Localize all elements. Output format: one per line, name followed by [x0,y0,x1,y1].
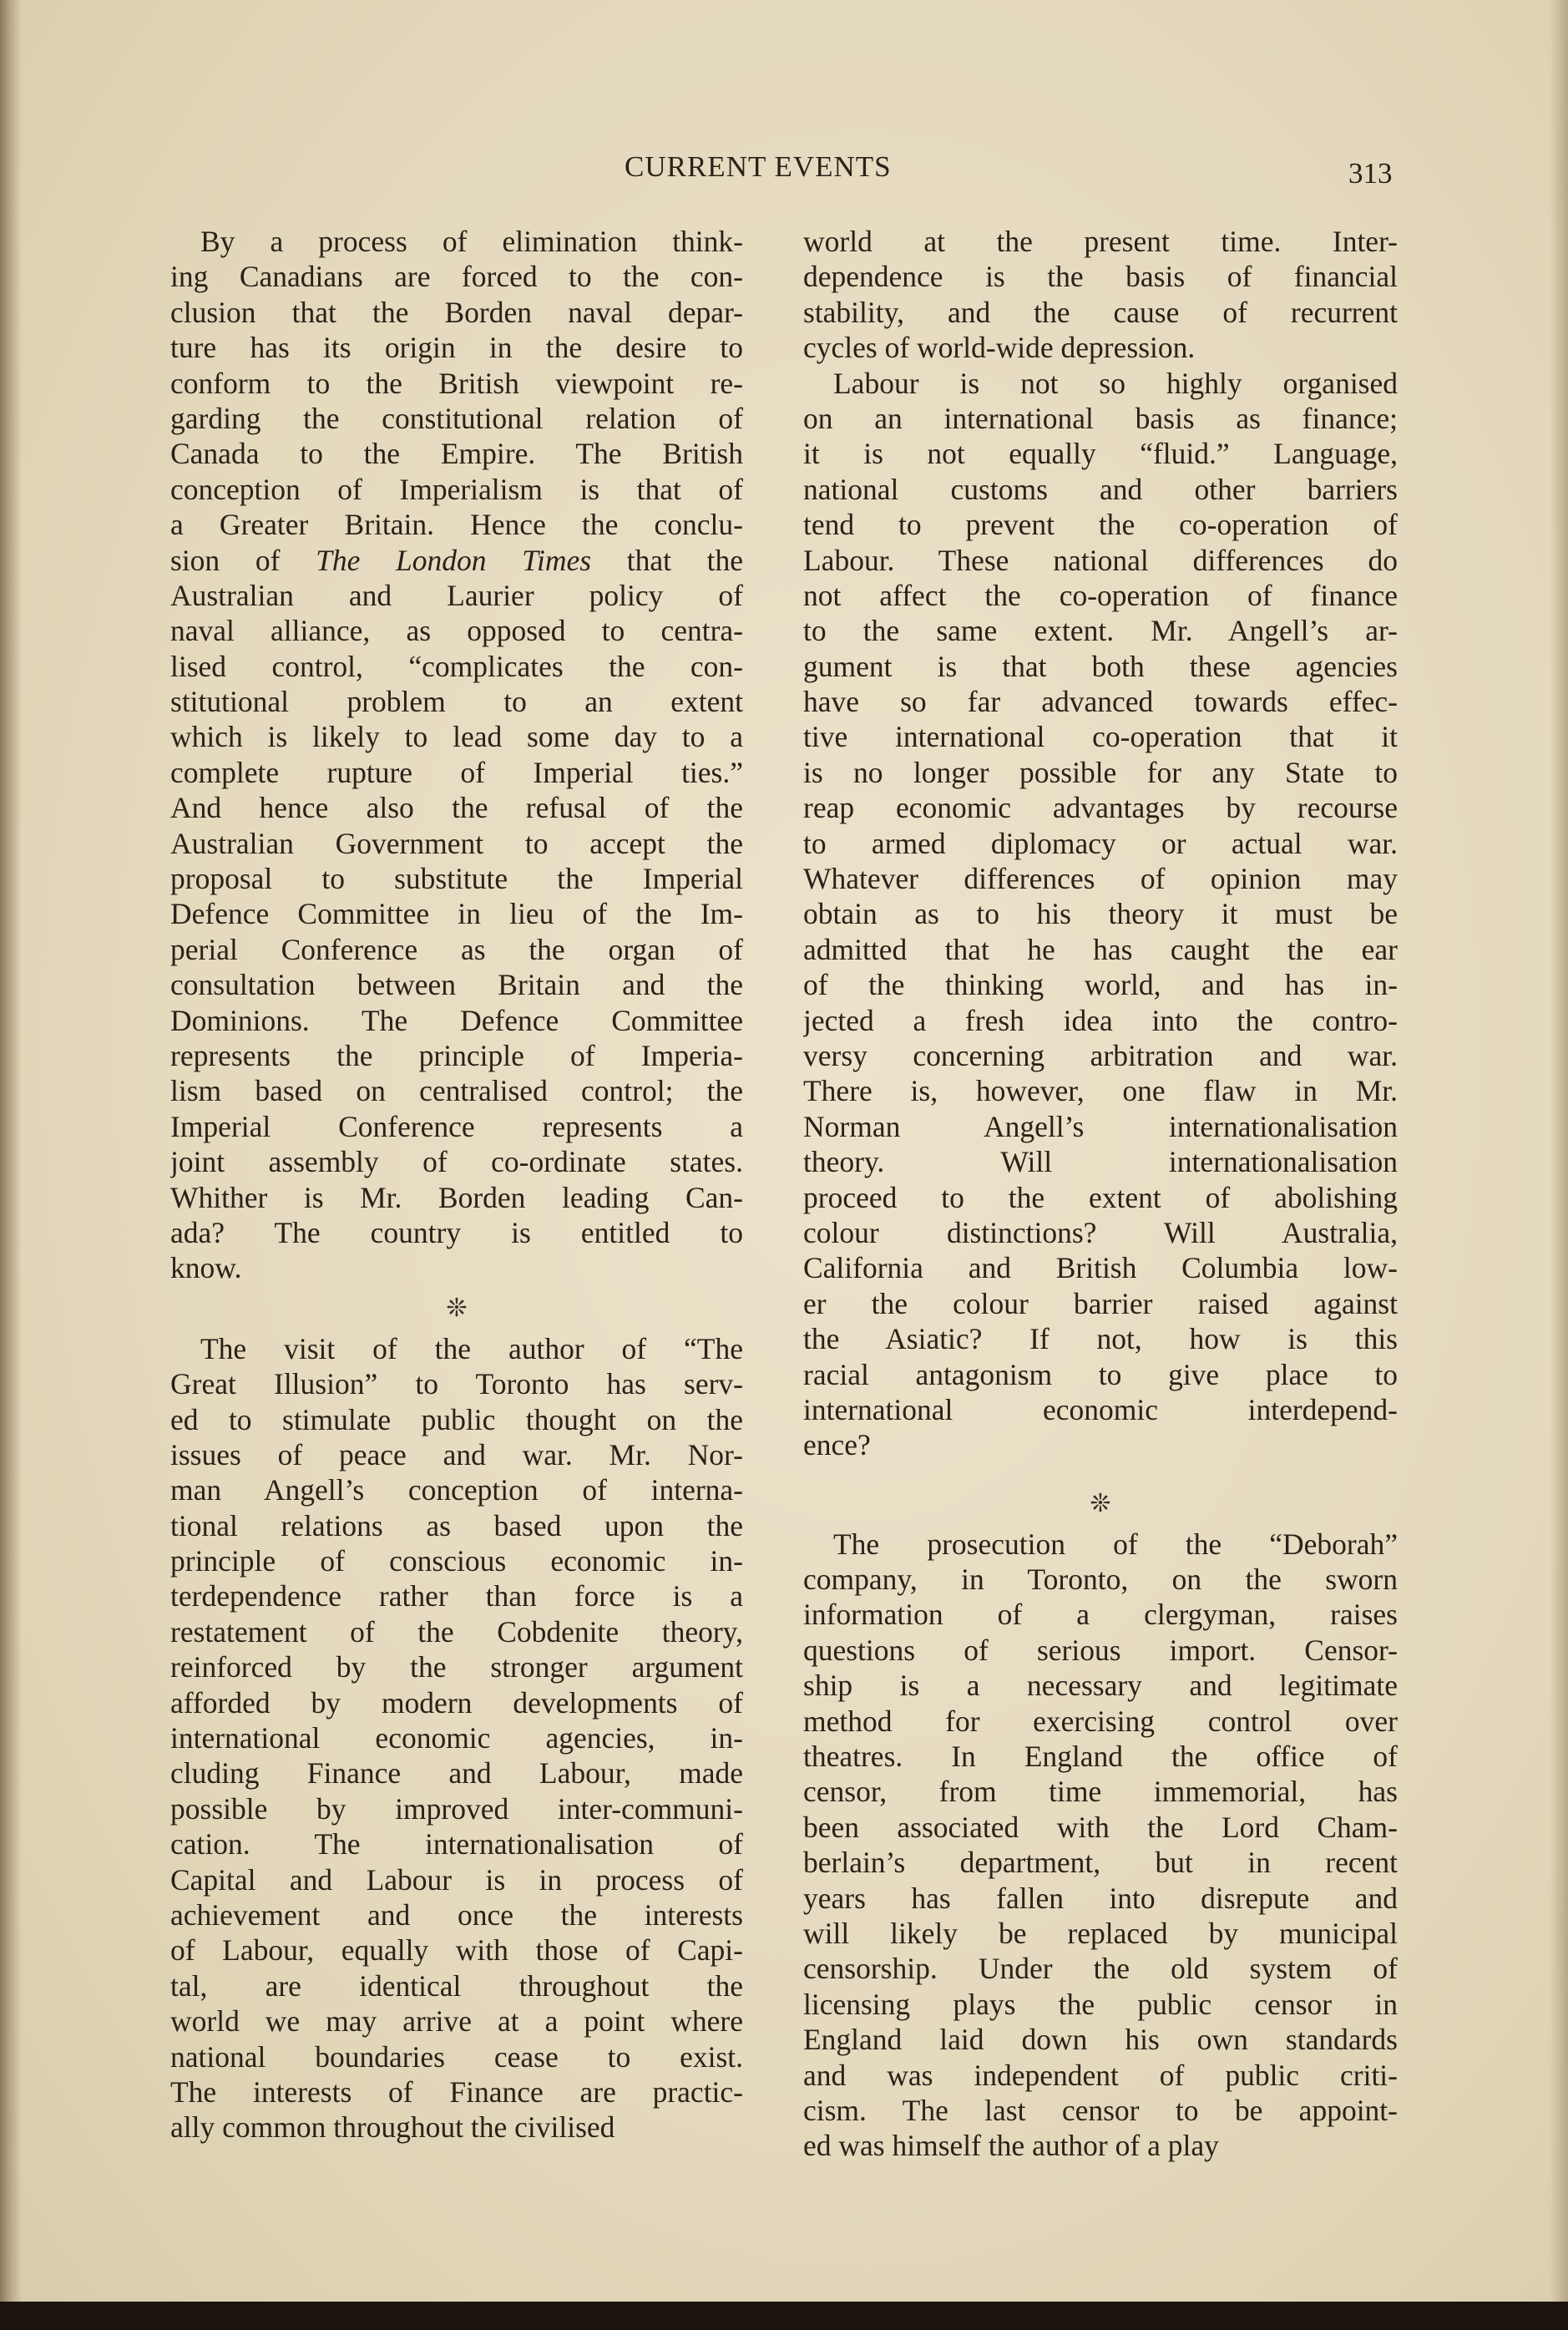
text-line: tal, are identical throughout the [170,1968,743,2003]
text-line: joint assembly of co-ordinate states. [170,1145,743,1179]
text-line: a Greater Britain. Hence the conclu- [170,508,743,542]
paragraph-labour-organised [803,366,1398,1463]
text-line: tend to prevent the co-operation of [803,508,1398,542]
text-line: racial antagonism to give place to [803,1357,1398,1391]
text-line: naval alliance, as opposed to centra- [170,614,743,648]
text-line: Norman Angell’s internationalisation [803,1109,1398,1143]
text-line: colour distinctions? Will Australia, [803,1215,1398,1249]
text-line: dependence is the basis of financial [803,260,1398,294]
text-line: theory. Will internationalisation [803,1145,1398,1179]
text-line: admitted that he has caught the ear [803,932,1398,966]
text-line: Imperial Conference represents a [170,1109,743,1143]
text-line: possible by improved inter-communi- [170,1791,743,1826]
text-line: been associated with the Lord Cham- [803,1810,1398,1844]
paragraph-great-illusion [170,1331,743,2145]
text-line: sion of The London Times that the [170,543,743,577]
text-line: to armed diplomacy or actual war. [803,826,1398,860]
text-line: The interests of Finance are practic- [170,2074,743,2109]
text-line: gument is that both these agencies [803,649,1398,683]
text-line: cism. The last censor to be appoint- [803,2093,1398,2127]
section-ornament: ❊ [1090,1489,1111,1517]
text-line: versy concerning arbitration and war. [803,1038,1398,1072]
text-line: consultation between Britain and the [170,968,743,1002]
text-line: lised control, “complicates the con- [170,649,743,683]
paragraph-deborah-prosecution [803,1527,1398,2164]
text-line: national boundaries cease to exist. [170,2039,743,2074]
text-line: California and British Columbia low- [803,1251,1398,1285]
text-line: clusion that the Borden naval depar- [170,295,743,329]
text-line: conception of Imperialism is that of [170,472,743,506]
text-line: afforded by modern developments of [170,1685,743,1720]
text-line: world we may arrive at a point where [170,2004,743,2039]
text-line: stitutional problem to an extent [170,685,743,719]
text-line: is no longer possible for any State to [803,755,1398,789]
text-line: stability, and the cause of recurrent [803,295,1398,329]
paragraph-borden-naval [170,224,743,1286]
text-line: tive international co-operation that it [803,720,1398,754]
italic-title: The London Times [316,543,592,577]
text-line: ed to stimulate public thought on the [170,1402,743,1436]
section-ornament: ❊ [446,1294,468,1322]
text-line: achievement and once the interests [170,1897,743,1932]
text-line: obtain as to his theory it must be [803,897,1398,931]
text-line: Australian and Laurier policy of [170,578,743,612]
text-line: and was independent of public criti- [803,2058,1398,2092]
text-line: man Angell’s conception of interna- [170,1473,743,1507]
text-line: Canada to the Empire. The British [170,437,743,471]
page-header [0,150,1568,192]
right-column [803,224,1398,2164]
text-line: cation. The internationalisation of [170,1827,743,1861]
text-line: cluding Finance and Labour, made [170,1756,743,1791]
text-line: The prosecution of the “Deborah” [833,1527,1398,1561]
text-line: issues of peace and war. Mr. Nor- [170,1437,743,1471]
text-line: reap economic advantages by recourse [803,791,1398,825]
text-line: complete rupture of Imperial ties.” [170,755,743,789]
text-line: censorship. Under the old system of [803,1952,1398,1986]
text-line: restatement of the Cobdenite theory, [170,1614,743,1649]
text-line: information of a clergyman, raises [803,1598,1398,1632]
text-line: Capital and Labour is in process of [170,1862,743,1897]
text-line: Defence Committee in lieu of the Im- [170,897,743,931]
text-line: ence? [803,1428,871,1462]
text-line: And hence also the refusal of the [170,791,743,825]
text-line: which is likely to lead some day to a [170,720,743,754]
text-line: conform to the British viewpoint re- [170,366,743,400]
text-line: There is, however, one flaw in Mr. [803,1074,1398,1108]
running-head: CURRENT EVENTS [625,150,892,183]
text-line: years has fallen into disrepute and [803,1881,1398,1915]
text-line: method for exercising control over [803,1704,1398,1738]
paragraph-great-illusion-continued [803,224,1398,366]
text-line: ture has its origin in the desire to [170,331,743,365]
text-line: represents the principle of Imperia- [170,1038,743,1072]
text-line: ally common throughout the civilised [170,2110,615,2145]
text-line: garding the constitutional relation of [170,401,743,435]
text-line: have so far advanced towards effec- [803,685,1398,719]
text-line: reinforced by the stronger argument [170,1650,743,1684]
text-line: principle of conscious economic in- [170,1544,743,1578]
text-line: ship is a necessary and legitimate [803,1669,1398,1703]
text-line: world at the present time. Inter- [803,225,1398,258]
text-line: national customs and other barriers [803,472,1398,506]
text-line: of the thinking world, and has in- [803,968,1398,1002]
text-line: licensing plays the public censor in [803,1987,1398,2021]
text-line: not affect the co-operation of finance [803,578,1398,612]
text-line: lism based on centralised control; the [170,1074,743,1108]
page-binding-shadow [0,0,22,2330]
text-line: questions of serious import. Censor- [803,1633,1398,1667]
text-line: tional relations as based upon the [170,1508,743,1542]
text-line: England laid down his own standards [803,2023,1398,2057]
text-line: Dominions. The Defence Committee [170,1003,743,1037]
text-line: The visit of the author of “The [200,1331,743,1365]
text-line: jected a fresh idea into the contro- [803,1003,1398,1037]
text-line: to the same extent. Mr. Angell’s ar- [803,614,1398,648]
text-line: Whither is Mr. Borden leading Can- [170,1180,743,1214]
text-line: censor, from time immemorial, has [803,1775,1398,1809]
text-line: international economic interdepend- [803,1392,1398,1426]
text-line: theatres. In England the office of [803,1740,1398,1774]
text-line: ed was himself the author of a play [803,2129,1219,2163]
text-line: Labour. These national differences do [803,543,1398,577]
page-number: 313 [1348,157,1393,190]
text-line: By a process of elimination think- [200,225,743,258]
text-line: international economic agencies, in- [170,1721,743,1755]
text-line: berlain’s department, but in recent [803,1846,1398,1880]
text-line: er the colour barrier raised against [803,1286,1398,1320]
scan-bottom-edge [0,2302,1568,2330]
text-line: know. [170,1251,242,1285]
left-column [170,224,743,2145]
text-line: perial Conference as the organ of [170,932,743,966]
text-line: ada? The country is entitled to [170,1215,743,1249]
text-line: it is not equally “fluid.” Language, [803,437,1398,471]
text-line: will likely be replaced by municipal [803,1916,1398,1950]
page-edge-shadow [1550,0,1568,2330]
text-line: Great Illusion” to Toronto has serv- [170,1367,743,1401]
text-line: ing Canadians are forced to the con- [170,260,743,294]
text-line: company, in Toronto, on the sworn [803,1563,1398,1597]
text-line: cycles of world-wide depression. [803,331,1196,365]
text-line: Whatever differences of opinion may [803,862,1398,896]
text-line: the Asiatic? If not, how is this [803,1322,1398,1356]
text-line: terdependence rather than force is a [170,1579,743,1613]
text-line: on an international basis as finance; [803,401,1398,435]
text-line: of Labour, equally with those of Capi- [170,1933,743,1968]
text-line: proposal to substitute the Imperial [170,862,743,896]
text-line: Labour is not so highly organised [833,366,1398,400]
text-line: Australian Government to accept the [170,826,743,860]
text-line: proceed to the extent of abolishing [803,1180,1398,1214]
